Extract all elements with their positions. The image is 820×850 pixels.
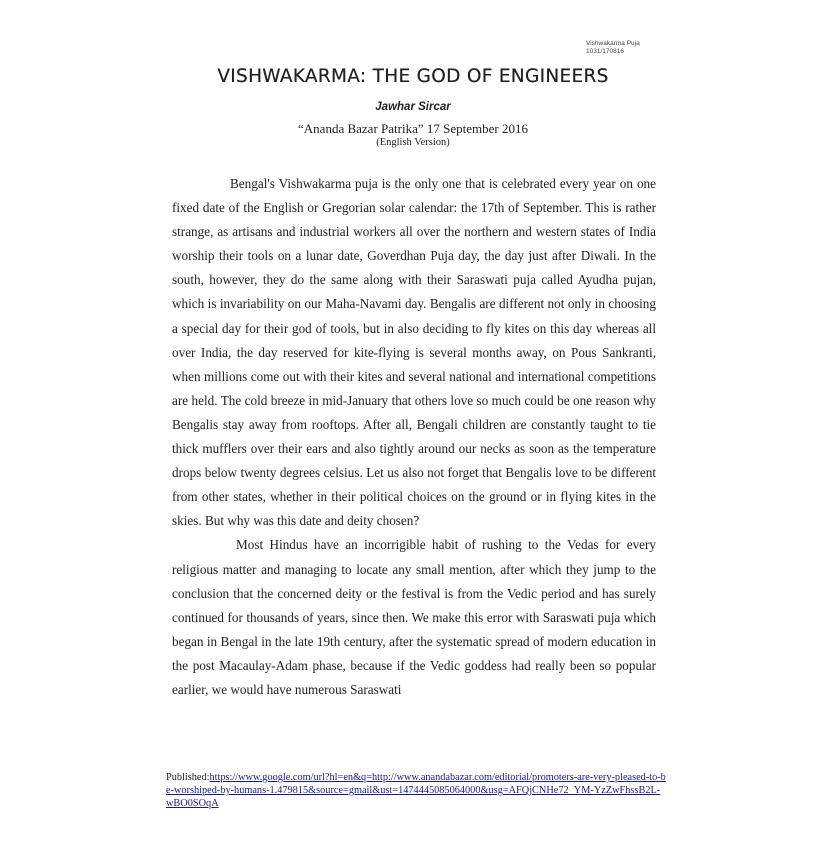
header-title: Vishwakarma Puja	[586, 40, 640, 47]
running-header	[586, 40, 640, 56]
published-label: Published:	[166, 772, 210, 783]
paragraph-1: Bengal's Vishwakarma puja is the only one that is celebrated every year on one fixed date of the English or Gregorian solar calendar: the 17th of September. This is rather strange, as artisans and industrial workers all over the northern and western states of India worship their tools on a lunar date, Goverdhan Puja day, the day just after Diwali. In the south, however, they do the same along with their Saraswati puja called Ayudha pujan, which is invariability on our Maha-Navami day. Bengalis are different not only in choosing a special day for their god of tools, but in also deciding to fly kites on this day whereas all over India, the day reserved for kite-flying is several months away, on Pous Sankranti, when millions come out with their kites and several national and international competitions are held. The cold breeze in mid-January that others love so much could be one reason why Bengalis stay away from rooftops. After all, Bengali children are constantly taught to tie thick mufflers over their ears and also tightly around our necks as soon as the temperature drops below twenty degrees celsius. Let us also not forget that Bengalis love to be different from other states, whether in their political choices on the ground or in flying kites in the skies. But why was this date and deity chosen?	[172, 176, 656, 529]
published-footer	[166, 771, 666, 810]
publication-source: “Ananda Bazar Patrika” 17 September 2016	[298, 121, 528, 136]
header-number: 1031/170816	[586, 48, 624, 55]
article-title: VISHWAKARMA: THE GOD OF ENGINEERS	[217, 66, 609, 87]
article-body	[172, 172, 656, 702]
author-name: Jawhar Sircar	[375, 101, 451, 113]
published-link[interactable]: https://www.google.com/url?hl=en&q=http://www.anandabazar.com/editorial/promoters-are-very-pleased-to-be-worshiped-by-humans-1.479815&source=gmail&ust=1474445085064000&usg=AFQjCNHe72_YM-YzZwFhssB2L-wBO0SOqA	[166, 772, 666, 809]
paragraph-2: Most Hindus have an incorrigible habit of rushing to the Vedas for every religious matter and managing to locate any small mention, after which they jump to the conclusion that the concerned deity or the festival is from the Vedic period and has surely continued for thousands of years, since then. We make this error with Saraswati puja which began in Bengal in the late 19th century, after the systematic spread of modern education in the post Macaulay-Adam phase, because if the Vedic goddess had really been so popular earlier, we would have numerous Saraswati	[172, 537, 656, 697]
version-note: (English Version)	[376, 137, 450, 148]
